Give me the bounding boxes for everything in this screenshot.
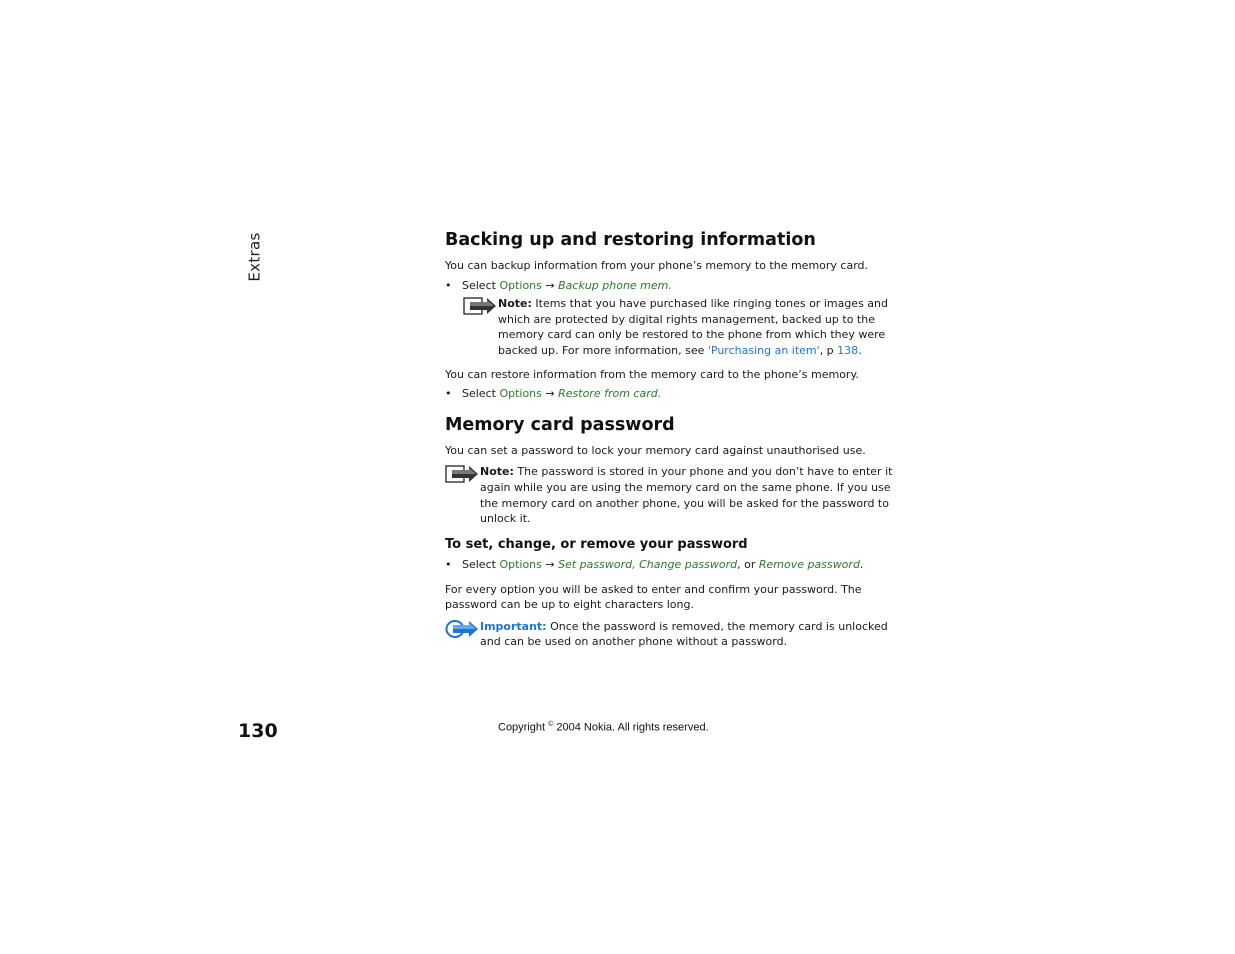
note-icon bbox=[463, 296, 497, 316]
list-item-restore: • Select Options → Restore from card. bbox=[445, 386, 900, 402]
list-item-backup: • Select Options → Backup phone mem. bbox=[445, 278, 900, 294]
copyright-footer: Copyright © 2004 Nokia. All rights reserved. bbox=[498, 721, 709, 734]
page-number: 130 bbox=[238, 720, 278, 742]
backup-phone-mem-link[interactable]: Backup phone mem. bbox=[558, 278, 672, 292]
chapter-side-label bbox=[244, 232, 266, 282]
chapter-label-text: Extras bbox=[246, 232, 264, 282]
change-password-link[interactable]: Change password bbox=[639, 558, 738, 572]
section-title-backup: Backing up and restoring information bbox=[445, 230, 816, 250]
password-info-paragraph: For every option you will be asked to enter and confirm your password. The password can be up to eight characters long. bbox=[445, 582, 862, 612]
set-password-link[interactable]: Set password bbox=[558, 558, 633, 572]
restore-text: You can restore information from the memory card to the phone’s memory. bbox=[445, 367, 859, 381]
section-title-password: Memory card password bbox=[445, 414, 675, 435]
note-label: Note: bbox=[480, 465, 514, 479]
note-block-drm: Note: Items that you have purchased like ringing tones or images and which are protected by digital rights management, backed up to the memory card can only be restored to the phone from which they were backed up. For more information, see 'Purchasing an item', p 138. bbox=[463, 296, 900, 359]
password-subheading: To set, change, or remove your password bbox=[445, 537, 748, 553]
options-menu-link[interactable]: Options bbox=[499, 558, 542, 572]
remove-password-link[interactable]: Remove password bbox=[758, 558, 860, 572]
note-label: Note: bbox=[498, 297, 532, 310]
important-icon bbox=[445, 619, 479, 639]
restore-from-card-link[interactable]: Restore from card. bbox=[558, 387, 662, 401]
important-label: Important: bbox=[480, 619, 547, 633]
note-icon bbox=[445, 464, 479, 484]
options-menu-link[interactable]: Options bbox=[499, 387, 542, 401]
purchasing-item-link[interactable]: 'Purchasing an item' bbox=[707, 344, 820, 358]
list-item-password-options: • Select Options → Set password, Change password, or Remove password. bbox=[445, 557, 900, 573]
page-138-link[interactable]: 138 bbox=[837, 344, 859, 358]
note-block-password: Note: The password is stored in your phone and you don’t have to enter it again while you are using the memory card on the same phone. If you use the memory card on another phone, you will be asked for the password to unlock it. bbox=[445, 464, 900, 527]
options-menu-link[interactable]: Options bbox=[499, 278, 542, 292]
copyright-symbol: © bbox=[548, 721, 554, 728]
important-block: Important: Once the password is removed, the memory card is unlocked and can be used on another phone without a password. bbox=[445, 619, 900, 650]
backup-intro: You can backup information from your phone’s memory to the memory card. bbox=[445, 259, 869, 272]
password-intro: You can set a password to lock your memory card against unauthorised use. bbox=[445, 443, 866, 457]
page-content bbox=[445, 229, 900, 650]
